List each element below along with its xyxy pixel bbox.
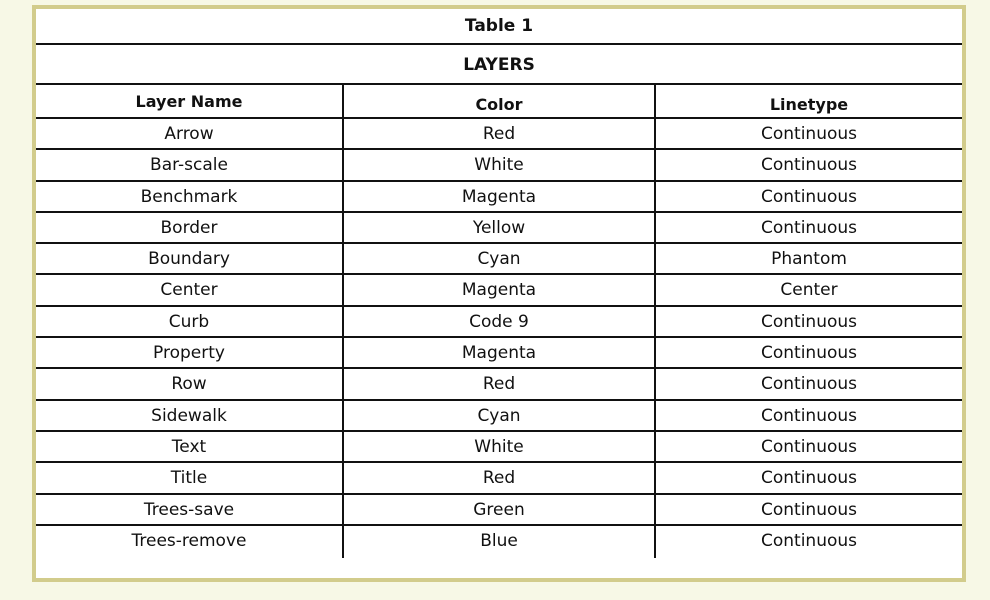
cell-color: Red <box>482 374 516 395</box>
cell-layer-name: Trees-save <box>143 499 235 520</box>
cell-linetype: Continuous <box>760 468 857 489</box>
cell-layer-name: Border <box>160 217 218 238</box>
table-caption: Table 1 <box>36 9 962 45</box>
cell-color: Cyan <box>477 405 521 426</box>
cell-color: Red <box>482 124 516 144</box>
cell-color: Magenta <box>461 280 537 301</box>
cell-color: Cyan <box>477 249 521 270</box>
column-header-linetype: Linetype <box>769 95 849 114</box>
cell-layer-name: Bar-scale <box>150 155 228 176</box>
table-row <box>36 463 962 494</box>
cell-layer-name: Benchmark <box>140 186 238 207</box>
cell-layer-name: Text <box>171 436 207 457</box>
cell-linetype: Continuous <box>760 436 857 457</box>
cell-color: Code 9 <box>469 311 529 332</box>
cell-layer-name: Row <box>171 374 207 395</box>
column-header-color: Color <box>475 95 523 114</box>
table-row <box>36 338 962 369</box>
table-row <box>36 432 962 463</box>
cell-linetype: Continuous <box>760 530 857 551</box>
cell-color: Green <box>473 499 525 520</box>
table-title: LAYERS <box>36 45 962 85</box>
cell-linetype: Continuous <box>760 186 857 207</box>
cell-linetype: Continuous <box>760 374 857 395</box>
table-row <box>36 275 962 306</box>
cell-color: Magenta <box>461 343 537 364</box>
table-row <box>36 119 962 150</box>
column-header-layer-name: Layer Name <box>135 92 243 111</box>
table-row <box>36 495 962 526</box>
table-row <box>36 182 962 213</box>
cell-linetype: Continuous <box>760 405 857 426</box>
cell-color: White <box>474 436 524 457</box>
table-row <box>36 401 962 432</box>
cell-layer-name: Center <box>160 280 218 301</box>
cell-color: Red <box>482 468 516 489</box>
cell-linetype: Center <box>780 280 838 301</box>
table-row <box>36 307 962 338</box>
cell-color: Magenta <box>461 186 537 207</box>
cell-linetype: Continuous <box>760 343 857 364</box>
cell-linetype: Continuous <box>760 311 857 332</box>
cell-layer-name: Sidewalk <box>151 405 227 426</box>
table-row <box>36 150 962 181</box>
layers-table-frame <box>32 5 966 582</box>
table-row <box>36 526 962 555</box>
table-row <box>36 369 962 400</box>
cell-color: Blue <box>480 530 518 551</box>
table-row <box>36 244 962 275</box>
cell-linetype: Continuous <box>760 124 857 144</box>
cell-layer-name: Trees-remove <box>131 530 247 551</box>
cell-layer-name: Title <box>170 468 208 489</box>
cell-linetype: Continuous <box>760 155 857 176</box>
cell-layer-name: Boundary <box>148 249 230 270</box>
cell-color: White <box>474 155 524 176</box>
cell-linetype: Continuous <box>760 499 857 520</box>
table-body <box>36 119 962 555</box>
cell-layer-name: Arrow <box>164 124 214 144</box>
cell-layer-name: Curb <box>168 311 210 332</box>
table-row <box>36 213 962 244</box>
cell-linetype: Phantom <box>771 249 847 270</box>
cell-linetype: Continuous <box>760 217 857 238</box>
cell-color: Yellow <box>472 217 526 238</box>
table-header-row <box>36 85 962 119</box>
cell-layer-name: Property <box>153 343 225 364</box>
